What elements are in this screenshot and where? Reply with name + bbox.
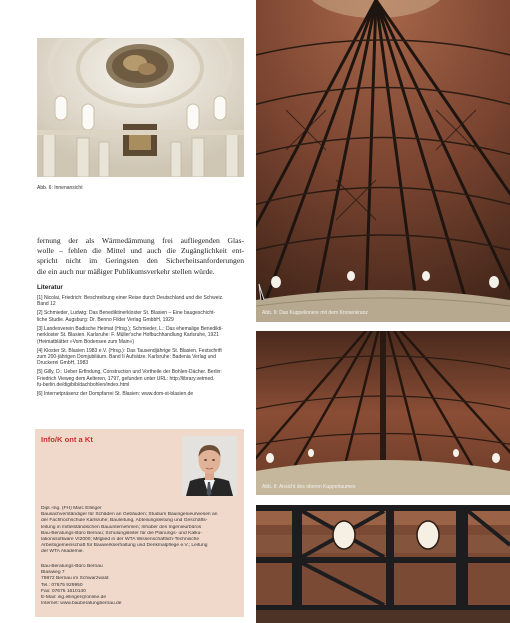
literature-line: Band 12 [37, 301, 56, 308]
literature-line: (Heimatblätter »Vom Bodensee zum Main«) [37, 338, 134, 345]
dome-interior-photo [256, 0, 510, 322]
contact-line: 79872 Bernau im Schwarzwald [41, 576, 109, 582]
author-bio [41, 506, 241, 556]
literature-line: fu-berlin.de/digibib/dachbohlen/index.html [37, 382, 130, 389]
upper-dome-caption: Abb. 8: Ansicht des oberen Kuppelraumes [262, 484, 356, 490]
contact-line: Fax: 07675 1610140 [41, 588, 86, 594]
literature-line: liche Studie. Augsburg: Dr. Benno Filder Verlag GmbbH, 1929 [37, 316, 174, 323]
contact-website[interactable]: Internet: www.bauberatungbernau.de [41, 601, 122, 607]
author-portrait [182, 436, 237, 496]
contact-email[interactable]: E-Mail: ing.ellinger@online.de [41, 595, 107, 601]
literature-entry [37, 348, 244, 367]
bio-line: Arbeitsgemeinschaft für Bauwerkserhaltung und Denkmalpflege e.V.; Leitung [41, 543, 208, 549]
bio-line: Bau-Beratungs-Büro Bernau; Schulungsleiter für die Planungs- und Kalku- [41, 530, 202, 536]
bio-line: leitung in mittelständischen Bauunternehmen; Inhaber des Ingenieurbüros [41, 524, 202, 530]
bio-line: der Fachhochschule Karlsruhe; Bauleitung, Abteilungsleitung und Geschäfts- [41, 518, 208, 524]
info-box-title: Info/K ont a Kt [41, 435, 93, 444]
contact-line: Tel.: 07675 929950 [41, 582, 83, 588]
literature-line: [6] Internetpräsenz der Dompfarrei St. Blasien: www.dom-st-blasien.de [37, 391, 194, 398]
dome-structure-photo [256, 505, 510, 623]
info-contact-box [35, 429, 244, 617]
body-text-line: wolle – fehlen die Mittel und auch die Zugänglichkeit ent- [37, 246, 244, 256]
contact-line: Blasiweg 7 [41, 570, 65, 576]
bio-line: Bausachverständiger für Schäden an Gebäuden; Studium Bauingenieurwesen an [41, 512, 218, 518]
upper-dome-photo [256, 331, 510, 495]
literature-heading: Literatur [37, 284, 63, 291]
body-text [37, 236, 244, 277]
interior-photo-caption: Abb. 6: Innenansicht [37, 185, 83, 191]
interior-photo [37, 38, 244, 177]
contact-line: Bau-Beratungs-Büro Bernau [41, 564, 103, 569]
literature-line: [1] Nicolai, Friedrich: Beschreibung einer Reise durch Deutschland und die Schweiz. [37, 295, 224, 301]
literature-entry [37, 391, 244, 397]
literature-line: nerkloster St. Blasien. Karlsruhe: F. Müller'sche Hofbuchhandlung Karlsruhe, 1921 [37, 332, 219, 339]
literature-line: [4] Kloster St. Blasien 1983 e.V. (Hrsg.): Das Tausendjährige St. Blasien. Festschrift [37, 347, 222, 354]
literature-list [37, 295, 244, 400]
literature-entry [37, 369, 244, 388]
literature-line: [3] Landesverein Badische Heimat (Hrsg.); Schmieder, L.: Das ehemalige Benedikti- [37, 325, 223, 332]
body-text-line: spricht nicht im Geringsten den Sicherheitsanforderungen [37, 256, 244, 266]
literature-line: [5] Gilly, D.: Ueber Erfindung, Construction und Vortheile der Bohlen-Dächer. Berlin: [37, 369, 222, 376]
literature-line: Friedrich Vieweg dem Aelteren, 1797, gefunden unter URL: http://library.vetmed. [37, 375, 215, 382]
literature-line: zum 200-jährigen Domjubiläum. Band II Aufsätze. Karlsruhe: Badenia Verlag und [37, 354, 216, 361]
body-text-line: die ein auch nur mäßiger Publikumsverkehr stellen würde. [37, 266, 215, 276]
bio-line: lationssoftware VI2000; Mitglied in der WTA Wissenschaftlich-Technische [41, 537, 200, 543]
literature-line: [2] Schmieder, Ludwig: Das Benediktinerkloster St. Blasien – Eine baugeschicht- [37, 310, 216, 317]
body-text-line: fernung der als Wärmedämmung frei aufliegenden Glas- [37, 236, 244, 245]
literature-entry [37, 295, 244, 308]
bio-line: der WTA Akademie. [41, 549, 84, 555]
literature-line: Druckerei GmbH, 1983 [37, 360, 89, 367]
contact-details [41, 564, 241, 607]
literature-entry [37, 310, 244, 323]
dome-interior-caption: Abb. 9: Das Kuppelinnere mit dem Kronenkranz [262, 310, 368, 316]
literature-entry [37, 326, 244, 345]
bio-line: Dipl.-Ing. (FH) Marc Ellinger [41, 506, 102, 511]
